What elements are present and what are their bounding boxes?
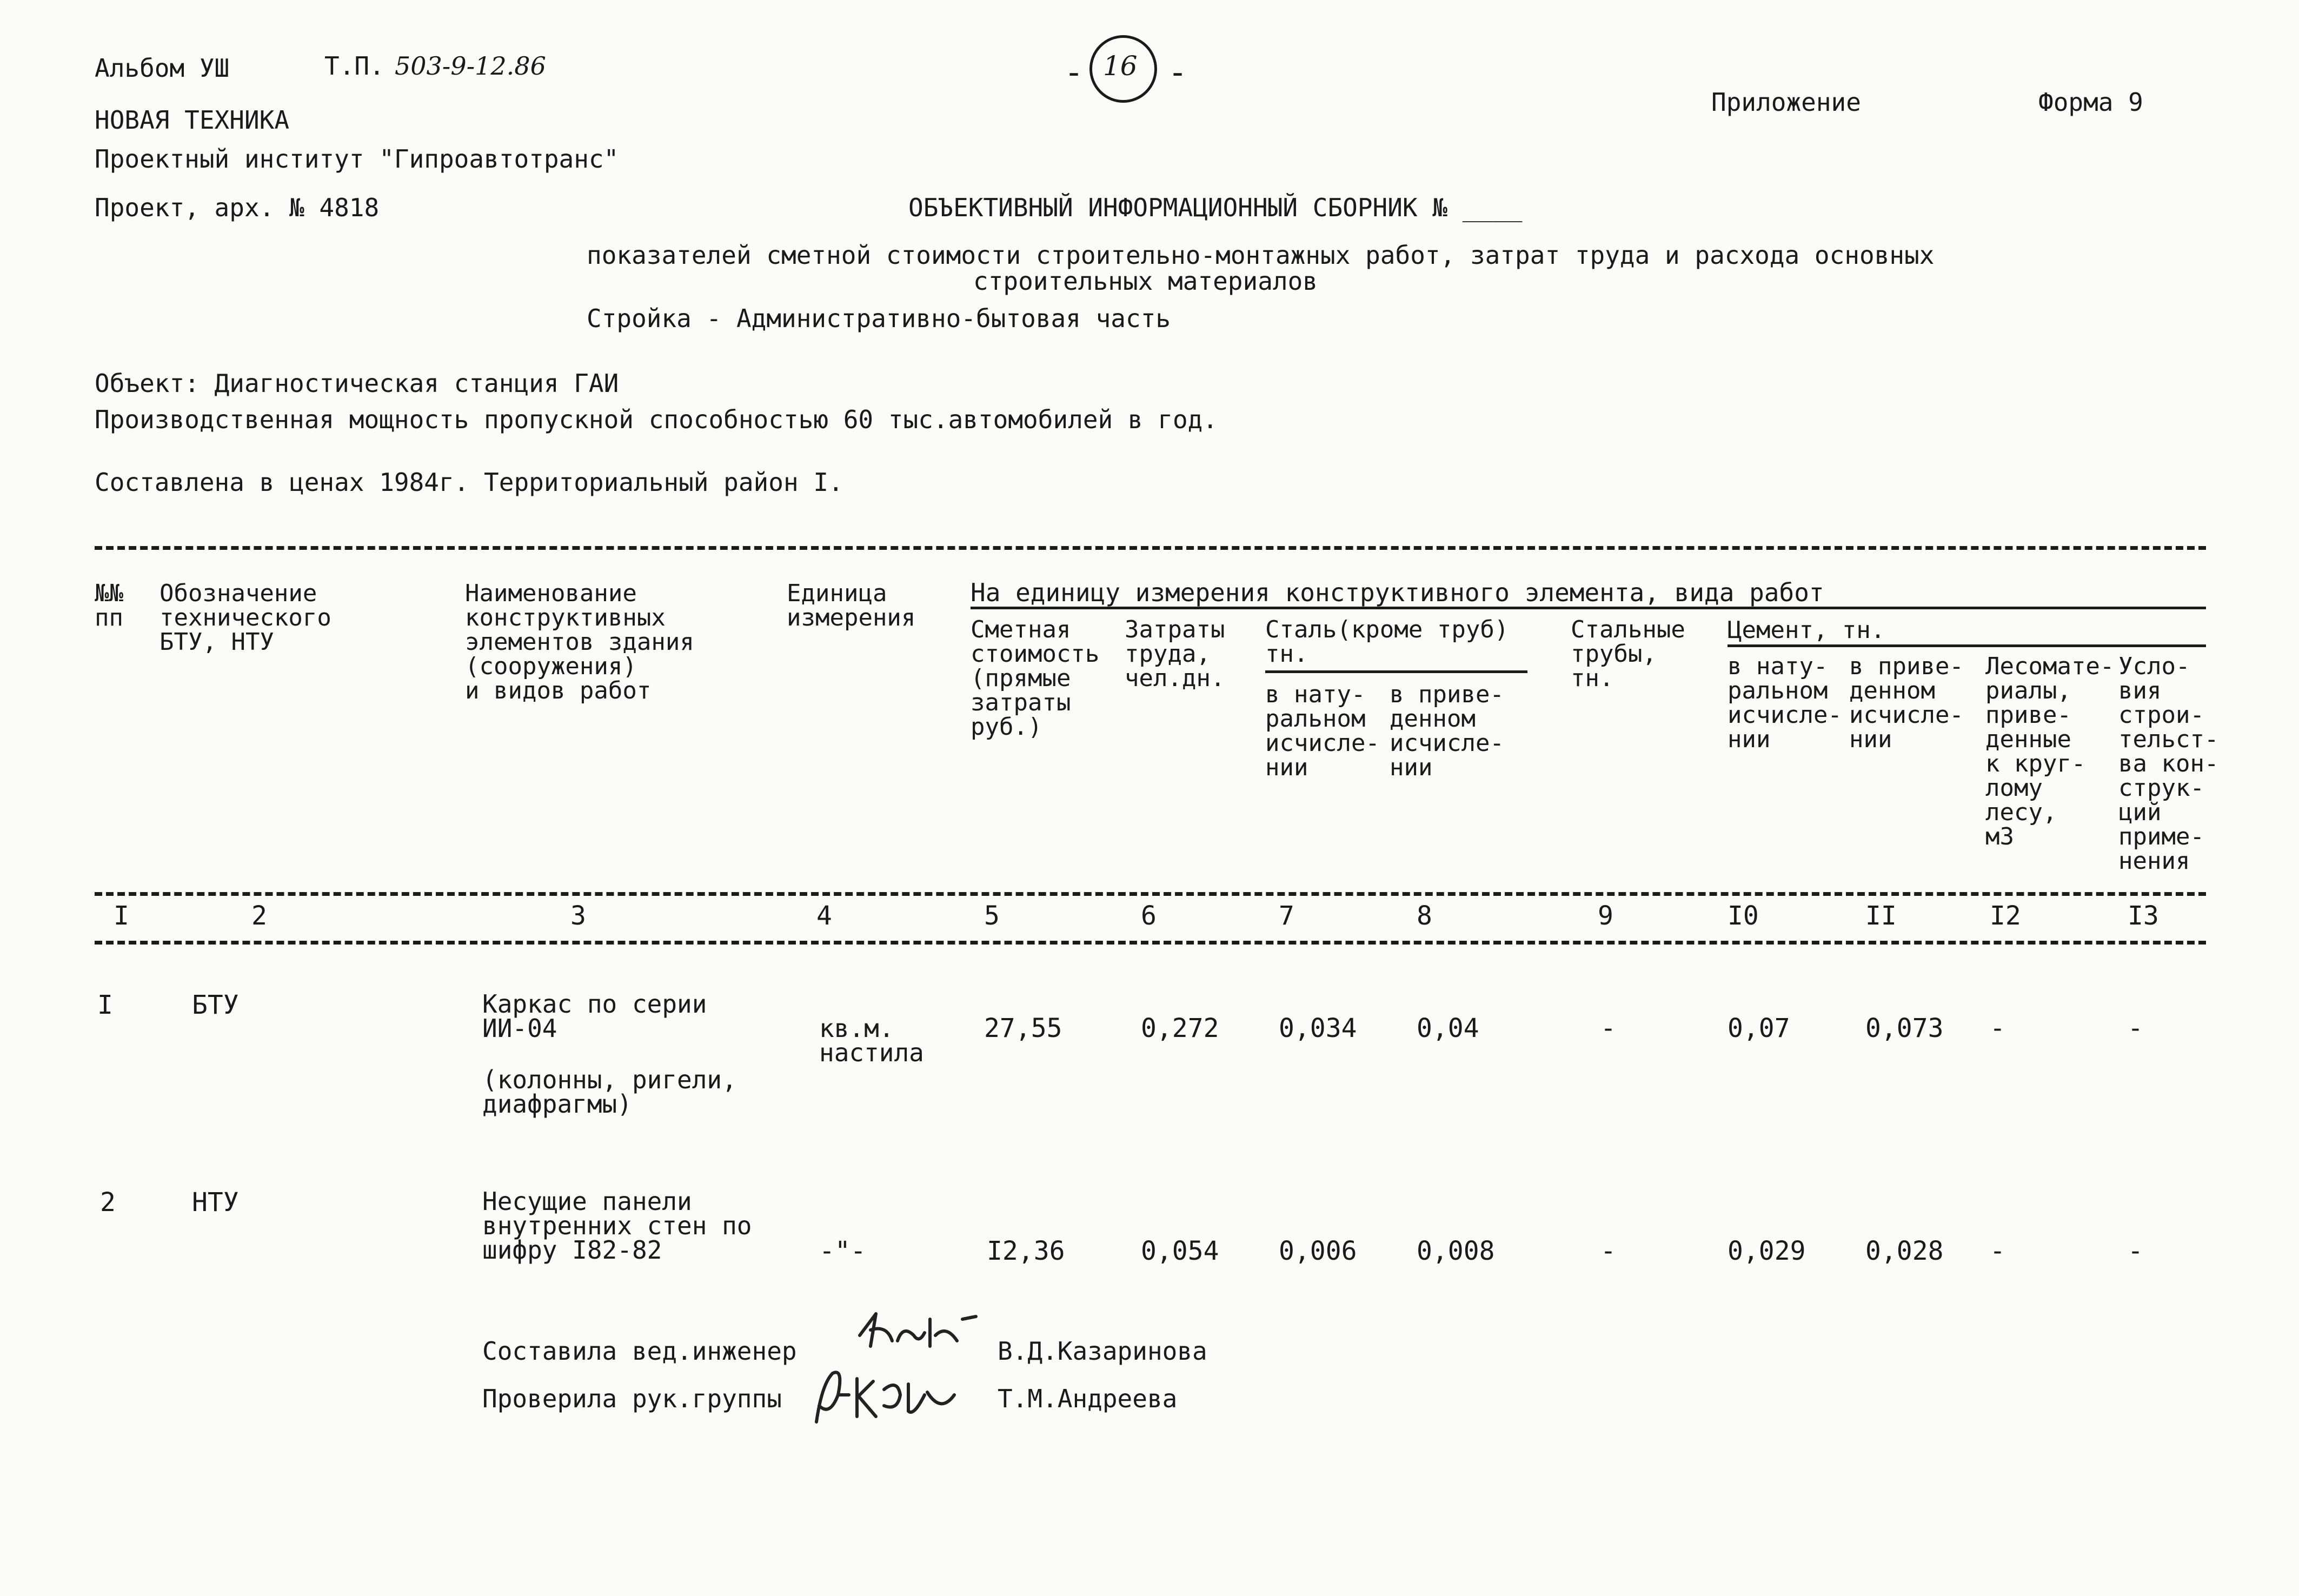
row-timber: - [1990, 1013, 2005, 1043]
header-col-conditions: Усло- вия строи- тельст- ва кон- струк- ций приме- нения [2118, 653, 2219, 875]
form-label: Форма 9 [2038, 88, 2143, 117]
column-numbers-bottom-rule [95, 941, 2206, 945]
row-num: I [97, 990, 113, 1020]
subtitle-line1: показателей сметной стоимости строительно-монтажных работ, затрат труда и расхода основных [587, 241, 1935, 270]
column-number: 4 [816, 901, 832, 931]
row-steel-red: 0,008 [1417, 1236, 1495, 1266]
header-group-cement-rule [1727, 644, 2206, 647]
row-steel-red: 0,04 [1417, 1013, 1479, 1043]
prices-label: Составлена в ценах 1984г. Территориальный район I. [95, 468, 843, 497]
header-col-code: Обозначение технического БТУ, НТУ [160, 580, 331, 656]
row-steel-nat: 0,034 [1279, 1013, 1357, 1043]
checked-signature [806, 1362, 968, 1445]
row-cost: I2,36 [987, 1236, 1065, 1266]
header-col-num: №№ пп [95, 580, 123, 631]
row-name: Каркас по серии ИИ-04 [482, 989, 707, 1043]
column-number: 3 [570, 901, 586, 931]
row-cement-nat: 0,07 [1727, 1013, 1790, 1043]
header-col-unit: Единица измерения [787, 580, 916, 631]
header-group-main: На единицу измерения конструктивного элемента, вида работ [971, 578, 1824, 607]
compiled-by-name: В.Д.Казаринова [998, 1336, 1207, 1366]
compiled-by-label: Составила вед.инженер [482, 1336, 797, 1366]
header-group-cement: Цемент, тн. [1727, 616, 1885, 644]
tp-label: Т.П. [324, 51, 384, 81]
page-dash-right: - [1168, 54, 1188, 91]
subtitle-line2: строительных материалов [973, 267, 1318, 296]
collection-title: ОБЪЕКТИВНЫЙ ИНФОРМАЦИОННЫЙ СБОРНИК № ____ [908, 193, 1523, 222]
column-number: 6 [1141, 901, 1157, 931]
row-cost: 27,55 [984, 1013, 1062, 1043]
column-number: 7 [1279, 901, 1294, 931]
row-conditions: - [2128, 1236, 2143, 1266]
row-unit: кв.м. настила [819, 1014, 924, 1067]
header-group-main-rule [971, 607, 2206, 609]
object-label: Объект: Диагностическая станция ГАИ [95, 369, 619, 398]
row-name: Несущие панели внутренних стен по шифру I82-82 [482, 1187, 752, 1265]
column-number: 2 [251, 901, 267, 931]
column-number: 8 [1417, 901, 1432, 931]
column-number: 9 [1598, 901, 1613, 931]
page-number: 16 [1103, 50, 1138, 82]
header-col-steel-red: в приве- денном исчисле- нии [1390, 681, 1504, 781]
row-pipes: - [1600, 1013, 1616, 1043]
column-number: I2 [1990, 901, 2021, 931]
header-col-name: Наименование конструктивных элементов здания (сооружения) и видов работ [465, 580, 694, 704]
column-number: I [114, 901, 129, 931]
column-numbers-top-rule [95, 892, 2206, 896]
header-col-cost: Сметная стоимость (прямые затраты руб.) [971, 616, 1100, 741]
row-code: НТУ [192, 1187, 239, 1218]
row-unit: -"- [819, 1236, 866, 1266]
new-tech-label: НОВАЯ ТЕХНИКА [95, 105, 290, 135]
header-col-labor: Затраты труда, чел.дн. [1125, 616, 1225, 692]
row-cement-red: 0,073 [1865, 1013, 1944, 1043]
header-col-cement-red: в приве- денном исчисле- нии [1849, 653, 1964, 753]
row-conditions: - [2128, 1013, 2143, 1043]
header-group-steel-rule [1265, 670, 1527, 673]
header-col-steel-nat: в нату- ральном исчисле- нии [1265, 681, 1380, 781]
row-cement-red: 0,028 [1865, 1236, 1944, 1266]
column-number: II [1865, 901, 1897, 931]
row-labor: 0,054 [1141, 1236, 1219, 1266]
construction-label: Стройка - Административно-бытовая часть [587, 304, 1171, 333]
row-timber: - [1990, 1236, 2005, 1266]
row-pipes: - [1600, 1236, 1616, 1266]
tp-number: 503-9-12.86 [395, 51, 546, 81]
appendix-label: Приложение [1711, 88, 1861, 117]
album-label: Альбом УШ [95, 54, 230, 83]
table-top-rule [95, 546, 2206, 550]
column-number: 5 [984, 901, 1000, 931]
row-name-extra: (колонны, ригели, диафрагмы) [482, 1065, 737, 1119]
project-label: Проект, арх. № 4818 [95, 193, 380, 222]
capacity-label: Производственная мощность пропускной способностью 60 тыс.автомобилей в год. [95, 405, 1218, 434]
row-steel-nat: 0,006 [1279, 1236, 1357, 1266]
page-dash-left: - [1064, 54, 1084, 91]
row-num: 2 [100, 1187, 116, 1218]
header-col-timber: Лесомате- риалы, приве- денные к круг- лому лесу, м3 [1985, 653, 2115, 850]
row-labor: 0,272 [1141, 1013, 1219, 1043]
header-group-steel: Сталь(кроме труб) тн. [1265, 616, 1509, 668]
institute-label: Проектный институт "Гипроавтотранс" [95, 144, 619, 174]
column-number: I3 [2128, 901, 2159, 931]
row-code: БТУ [192, 990, 239, 1020]
row-cement-nat: 0,029 [1727, 1236, 1806, 1266]
column-number: I0 [1727, 901, 1759, 931]
header-col-cement-nat: в нату- ральном исчисле- нии [1727, 653, 1842, 753]
checked-by-label: Проверила рук.группы [482, 1384, 782, 1413]
checked-by-name: Т.М.Андреева [998, 1384, 1178, 1413]
header-col-pipes: Стальные трубы, тн. [1571, 616, 1685, 692]
